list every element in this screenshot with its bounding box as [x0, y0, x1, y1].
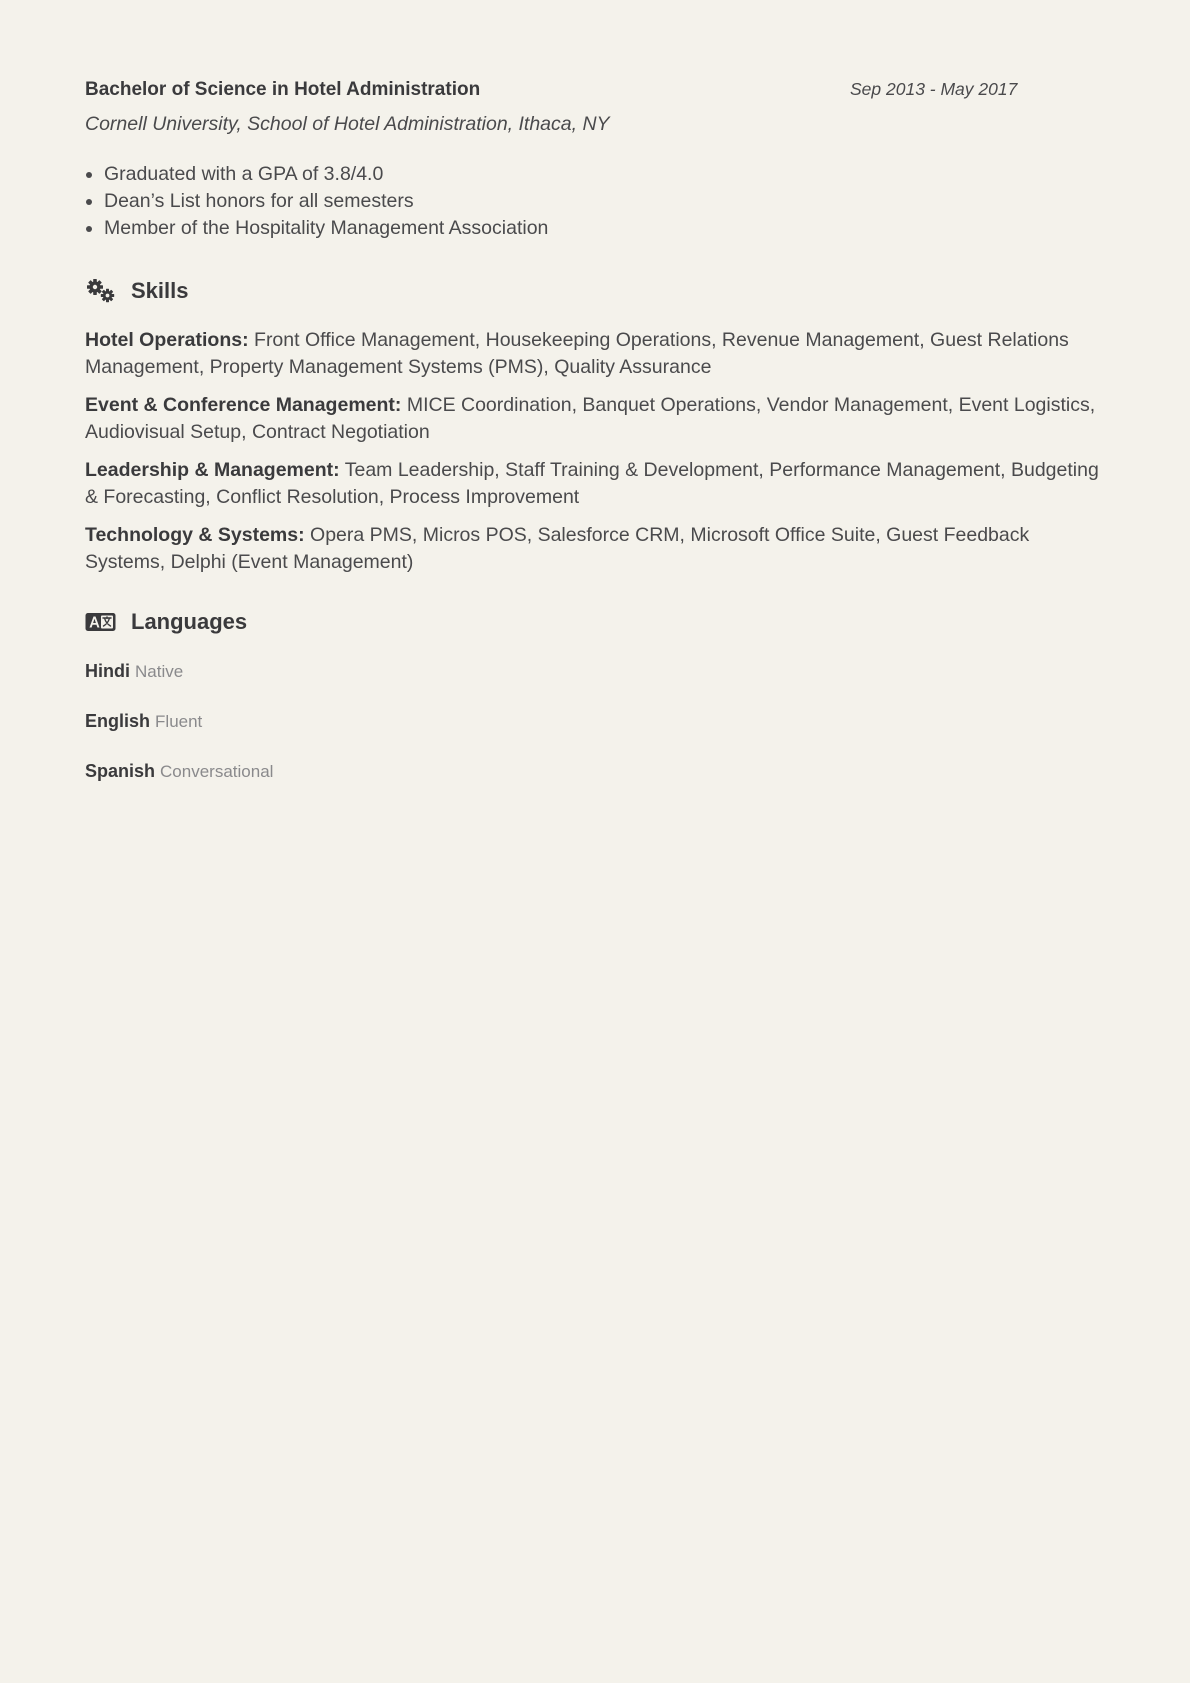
- skill-items: Team Leadership, Staff Training & Development, Performance Management, Budgeting & Forecasting, Conflict Resolution, Process Improvement: [85, 459, 1099, 508]
- skill-category: Event & Conference Management:: [85, 394, 402, 416]
- language-name: Spanish: [85, 761, 156, 781]
- language-name: English: [85, 711, 151, 731]
- language-item: [85, 711, 202, 732]
- section-title: Languages: [131, 609, 248, 634]
- language-level: Native: [135, 662, 184, 681]
- language-icon: [85, 609, 116, 635]
- skill-items: MICE Coordination, Banquet Operations, Vendor Management, Event Logistics, Audiovisual Setup, Contract Negotiation: [85, 394, 1096, 443]
- skill-category: Technology & Systems:: [85, 524, 305, 546]
- school-name: Cornell University, School of Hotel Administration, Ithaca, NY: [85, 113, 610, 135]
- language-name: Hindi: [85, 661, 130, 681]
- skill-category: Hotel Operations:: [85, 329, 249, 351]
- languages-heading: [85, 607, 247, 637]
- language-item: [85, 761, 273, 782]
- skills-heading: [85, 276, 188, 306]
- degree-title: Bachelor of Science in Hotel Administration: [85, 79, 481, 100]
- skill-group: [85, 327, 1105, 381]
- skill-items: Front Office Management, Housekeeping Operations, Revenue Management, Guest Relations Management, Property Management Systems (PMS), Quality Assurance: [85, 329, 1069, 378]
- skill-category: Leadership & Management:: [85, 459, 340, 481]
- education-entry-header: [85, 79, 1105, 107]
- education-dates: Sep 2013 - May 2017: [850, 79, 1018, 99]
- skill-items: Opera PMS, Micros POS, Salesforce CRM, Microsoft Office Suite, Guest Feedback Systems, Delphi (Event Management): [85, 524, 1030, 573]
- language-item: [85, 661, 183, 682]
- gears-icon: [85, 278, 116, 304]
- list-item: • Member of the Hospitality Management Association: [104, 215, 548, 242]
- skill-group: [85, 392, 1105, 446]
- section-title: Skills: [131, 278, 189, 303]
- list-item: • Graduated with a GPA of 3.8/4.0: [104, 161, 548, 188]
- language-level: Fluent: [155, 712, 203, 731]
- list-item: • Dean’s List honors for all semesters: [104, 188, 548, 215]
- language-level: Conversational: [160, 762, 274, 781]
- skill-group: [85, 457, 1105, 511]
- education-highlights: [85, 161, 548, 242]
- skill-group: [85, 522, 1105, 576]
